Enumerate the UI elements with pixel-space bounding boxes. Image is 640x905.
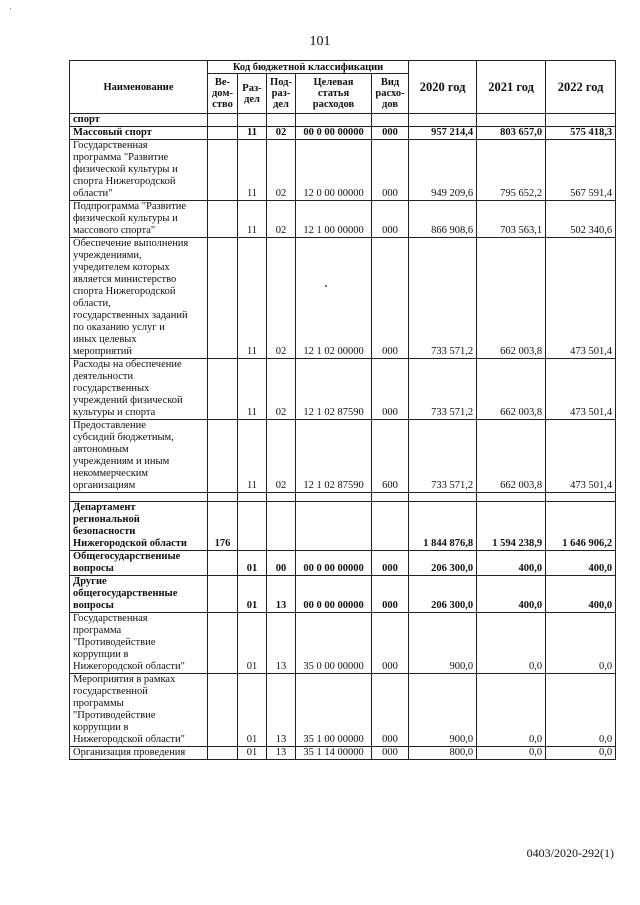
row-target-item: 35 0 00 00000 — [296, 613, 372, 674]
row-name: спорт — [70, 114, 208, 127]
row-target-item — [296, 502, 372, 551]
row-target-item: 00 0 00 00000 — [296, 551, 372, 576]
row-subsection: 02 — [267, 359, 296, 420]
row-target-item — [296, 493, 372, 502]
row-name: Другие общегосударственные вопросы — [70, 576, 208, 613]
row-expense-type: 000 — [372, 576, 409, 613]
row-expense-type: 000 — [372, 674, 409, 747]
row-value-2021: 400,0 — [477, 551, 546, 576]
page-number: 101 — [309, 34, 331, 49]
row-subsection: 02 — [267, 238, 296, 359]
row-department — [208, 674, 238, 747]
header-year-2021: 2021 год — [477, 61, 546, 114]
row-expense-type: 000 — [372, 359, 409, 420]
header-department: Ве- дом- ство — [208, 74, 238, 114]
row-subsection: 02 — [267, 127, 296, 140]
row-department — [208, 576, 238, 613]
table-row — [70, 747, 616, 760]
row-department — [208, 114, 238, 127]
row-value-2020: 800,0 — [409, 747, 477, 760]
row-value-2022: 502 340,6 — [546, 201, 616, 238]
row-target-item: 12 1 02 87590 — [296, 420, 372, 493]
row-name: Подпрограмма "Развитие физической культуры и массового спорта" — [70, 201, 208, 238]
row-name: Организация проведения — [70, 747, 208, 760]
header-year-2020: 2020 год — [409, 61, 477, 114]
row-value-2020: 900,0 — [409, 613, 477, 674]
row-value-2021: 0,0 — [477, 747, 546, 760]
row-expense-type: 000 — [372, 140, 409, 201]
row-subsection: 13 — [267, 674, 296, 747]
row-target-item: 12 1 02 87590 — [296, 359, 372, 420]
row-value-2021: 803 657,0 — [477, 127, 546, 140]
row-value-2020 — [409, 493, 477, 502]
row-value-2022: 0,0 — [546, 674, 616, 747]
row-subsection — [267, 502, 296, 551]
row-value-2022: 575 418,3 — [546, 127, 616, 140]
row-value-2022: 567 591,4 — [546, 140, 616, 201]
row-subsection — [267, 114, 296, 127]
row-value-2022: 0,0 — [546, 613, 616, 674]
budget-table — [69, 60, 616, 760]
row-department — [208, 359, 238, 420]
row-section — [238, 493, 267, 502]
header-section: Раз- дел — [238, 74, 267, 114]
row-name: Общегосударственные вопросы — [70, 551, 208, 576]
row-section: 01 — [238, 674, 267, 747]
header-year-2022: 2022 год — [546, 61, 616, 114]
row-value-2020: 866 908,6 — [409, 201, 477, 238]
row-subsection: 02 — [267, 420, 296, 493]
row-value-2020: 206 300,0 — [409, 551, 477, 576]
row-section: 11 — [238, 127, 267, 140]
row-value-2020: 957 214,4 — [409, 127, 477, 140]
row-target-item: 12 0 00 00000 — [296, 140, 372, 201]
table-row — [70, 238, 616, 359]
row-section: 01 — [238, 551, 267, 576]
table-row — [70, 420, 616, 493]
table-row — [70, 140, 616, 201]
row-value-2020: 733 571,2 — [409, 420, 477, 493]
row-target-item: 35 1 00 00000 — [296, 674, 372, 747]
header-target-item: Целевая статья расходов — [296, 74, 372, 114]
row-target-item: 00 0 00 00000 — [296, 576, 372, 613]
row-value-2022 — [546, 493, 616, 502]
row-department — [208, 238, 238, 359]
row-value-2022: 473 501,4 — [546, 359, 616, 420]
row-subsection: 00 — [267, 551, 296, 576]
row-name: Расходы на обеспечение деятельности государственных учреждений физической культуры и спорта — [70, 359, 208, 420]
row-subsection: 02 — [267, 201, 296, 238]
row-department — [208, 493, 238, 502]
row-value-2022: 473 501,4 — [546, 420, 616, 493]
row-expense-type — [372, 493, 409, 502]
row-value-2021: 662 003,8 — [477, 238, 546, 359]
header-subsection: Под- раз- дел — [267, 74, 296, 114]
row-department — [208, 747, 238, 760]
table-row — [70, 613, 616, 674]
row-name: Государственная программа "Развитие физической культуры и спорта Нижегородской области" — [70, 140, 208, 201]
table-row — [70, 359, 616, 420]
table-row — [70, 674, 616, 747]
row-value-2021: 0,0 — [477, 613, 546, 674]
row-section: 11 — [238, 238, 267, 359]
row-expense-type: 000 — [372, 127, 409, 140]
row-subsection: 13 — [267, 576, 296, 613]
row-value-2021: 795 652,2 — [477, 140, 546, 201]
header-name: Наименование — [70, 61, 208, 114]
row-name: Обеспечение выполнения учреждениями, учредителем которых является министерство спорта Нижегородской области, государственных заданий по оказанию услуг и иных целевых мероприятий — [70, 238, 208, 359]
row-department — [208, 551, 238, 576]
row-target-item — [296, 114, 372, 127]
row-value-2020: 733 571,2 — [409, 359, 477, 420]
row-value-2021: 1 594 238,9 — [477, 502, 546, 551]
row-name — [70, 493, 208, 502]
row-value-2020: 900,0 — [409, 674, 477, 747]
row-subsection — [267, 493, 296, 502]
header-expense-type: Вид расхо- дов — [372, 74, 409, 114]
row-department — [208, 201, 238, 238]
row-section: 11 — [238, 359, 267, 420]
row-expense-type: 000 — [372, 551, 409, 576]
table-row — [70, 576, 616, 613]
row-target-item: 00 0 00 00000 — [296, 127, 372, 140]
row-value-2021 — [477, 114, 546, 127]
table-row — [70, 493, 616, 502]
row-value-2020: 949 209,6 — [409, 140, 477, 201]
row-value-2021 — [477, 493, 546, 502]
row-section: 11 — [238, 201, 267, 238]
row-department: 176 — [208, 502, 238, 551]
row-name: Государственная программа "Противодействие коррупции в Нижегородской области" — [70, 613, 208, 674]
row-target-item: 12 1 00 00000 — [296, 201, 372, 238]
row-value-2022: 400,0 — [546, 576, 616, 613]
row-value-2022 — [546, 114, 616, 127]
table-row — [70, 201, 616, 238]
row-expense-type: 000 — [372, 747, 409, 760]
row-value-2021: 703 563,1 — [477, 201, 546, 238]
row-expense-type: 000 — [372, 613, 409, 674]
scan-speck — [325, 285, 327, 287]
table-row — [70, 502, 616, 551]
row-expense-type: 000 — [372, 238, 409, 359]
row-section — [238, 114, 267, 127]
row-value-2022: 1 646 906,2 — [546, 502, 616, 551]
row-value-2022: 0,0 — [546, 747, 616, 760]
row-expense-type: 600 — [372, 420, 409, 493]
row-target-item: 12 1 02 00000 — [296, 238, 372, 359]
row-department — [208, 420, 238, 493]
row-subsection: 13 — [267, 613, 296, 674]
header-classification-group: Код бюджетной классификации — [208, 61, 409, 74]
row-name: Мероприятия в рамках государственной программы "Противодействие коррупции в Нижегородской области" — [70, 674, 208, 747]
row-value-2020 — [409, 114, 477, 127]
row-department — [208, 140, 238, 201]
table-row — [70, 114, 616, 127]
row-section: 11 — [238, 140, 267, 201]
row-subsection: 02 — [267, 140, 296, 201]
row-value-2020: 733 571,2 — [409, 238, 477, 359]
scan-speck — [10, 8, 11, 9]
row-value-2021: 662 003,8 — [477, 420, 546, 493]
row-expense-type — [372, 502, 409, 551]
row-value-2020: 1 844 876,8 — [409, 502, 477, 551]
row-department — [208, 613, 238, 674]
row-value-2022: 400,0 — [546, 551, 616, 576]
row-expense-type — [372, 114, 409, 127]
row-section: 11 — [238, 420, 267, 493]
row-value-2022: 473 501,4 — [546, 238, 616, 359]
table-row — [70, 127, 616, 140]
row-section — [238, 502, 267, 551]
table-row — [70, 551, 616, 576]
row-subsection: 13 — [267, 747, 296, 760]
row-section: 01 — [238, 576, 267, 613]
row-target-item: 35 1 14 00000 — [296, 747, 372, 760]
row-name: Департамент региональной безопасности Нижегородской области — [70, 502, 208, 551]
row-value-2021: 0,0 — [477, 674, 546, 747]
row-value-2021: 662 003,8 — [477, 359, 546, 420]
row-name: Предоставление субсидий бюджетным, автономным учреждениям и иным некоммерческим организациям — [70, 420, 208, 493]
row-name: Массовый спорт — [70, 127, 208, 140]
table-body — [70, 114, 616, 760]
document-code: 0403/2020-292(1) — [526, 846, 614, 860]
row-expense-type: 000 — [372, 201, 409, 238]
row-value-2021: 400,0 — [477, 576, 546, 613]
row-value-2020: 206 300,0 — [409, 576, 477, 613]
row-department — [208, 127, 238, 140]
row-section: 01 — [238, 613, 267, 674]
row-section: 01 — [238, 747, 267, 760]
